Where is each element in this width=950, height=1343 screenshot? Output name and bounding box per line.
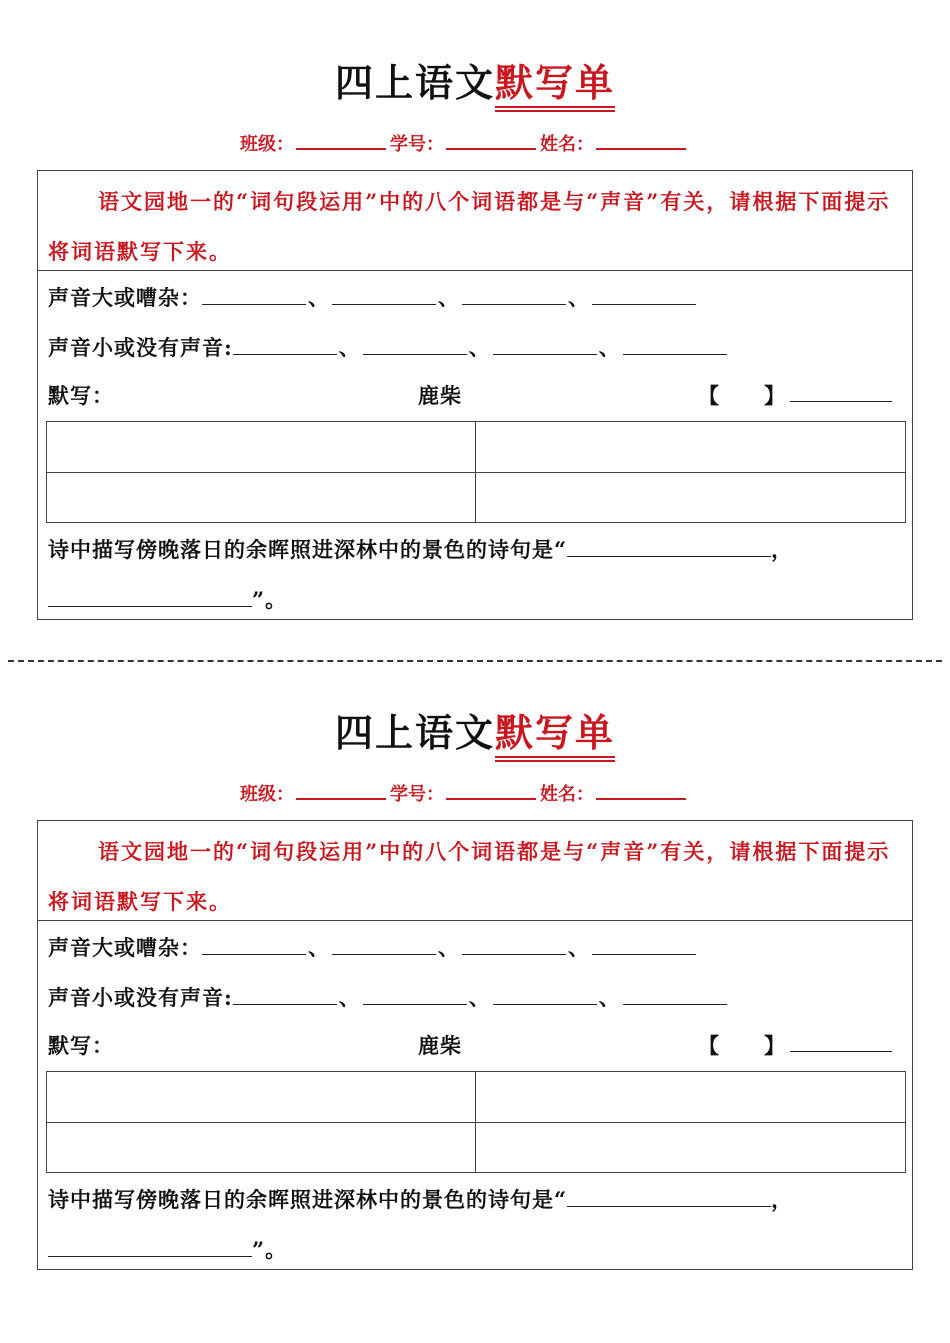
question-line-2 [48,585,287,615]
loud-label: 声音大或嘈杂： [48,935,202,960]
answer-blank[interactable] [332,934,436,955]
answer-blank[interactable] [363,334,467,355]
loud-words-row [48,283,696,313]
author-blank[interactable] [790,381,892,402]
dictation-grid[interactable] [46,1071,906,1173]
answer-blank[interactable] [493,984,597,1005]
title-black-part: 四上语文 [334,60,495,105]
answer-blank[interactable] [202,284,306,305]
quiet-words-row [48,333,727,363]
worksheet-title [0,58,950,108]
answer-blank[interactable] [623,984,727,1005]
class-blank[interactable] [296,134,386,150]
title-black-part: 四上语文 [334,710,495,755]
loud-words-row [48,933,696,963]
title-red-part: 默写单 [495,58,615,108]
grid-divider [47,1122,905,1123]
loud-label: 声音大或嘈杂： [48,285,202,310]
dictation-label: 默写： [48,1033,114,1058]
dictation-row [48,381,894,411]
answer-blank[interactable] [202,934,306,955]
separator: 、 [598,335,621,360]
separator: 、 [468,335,491,360]
author-blank[interactable] [790,1031,892,1052]
question-text: 诗中描写傍晚落日的余晖照进深林中的景色的诗句是“ [48,537,568,562]
number-label: 学号： [390,134,444,155]
question-box [37,820,913,1270]
class-label: 班级： [240,784,294,805]
answer-blank[interactable] [567,536,771,557]
worksheet-top [0,0,950,640]
title-red-part: 默写单 [495,708,615,758]
name-blank[interactable] [596,134,686,150]
separator: 、 [568,935,590,960]
separator: 、 [598,985,621,1010]
dynasty-bracket: 【 】 [698,1033,786,1058]
question-text: 诗中描写傍晚落日的余晖照进深林中的景色的诗句是“ [48,1187,568,1212]
answer-blank[interactable] [233,334,337,355]
answer-blank[interactable] [332,284,436,305]
question-comma: ， [771,537,794,562]
answer-blank[interactable] [623,334,727,355]
dictation-row [48,1031,894,1061]
answer-blank[interactable] [48,1236,252,1257]
answer-blank[interactable] [462,934,566,955]
student-info-line [240,782,690,808]
quiet-label: 声音小或没有声音: [48,335,233,360]
separator: 、 [338,335,361,360]
separator: 、 [438,285,460,310]
quiet-label: 声音小或没有声音: [48,985,233,1010]
answer-blank[interactable] [48,586,252,607]
answer-blank[interactable] [363,984,467,1005]
answer-blank[interactable] [592,934,696,955]
name-label: 姓名： [540,784,594,805]
separator: 、 [308,935,330,960]
poem-title: 鹿柴 [418,383,462,408]
quiet-words-row [48,983,727,1013]
dynasty-bracket: 【 】 [698,383,786,408]
question-comma: ， [771,1187,794,1212]
student-info-line [240,132,690,158]
instruction-text: 语文园地一的“词句段运用”中的八个词语都是与“声音”有关，请根据下面提示将词语默写下来。 [38,171,912,271]
question-box [37,170,913,620]
worksheet-title [0,708,950,758]
separator: 、 [338,985,361,1010]
answer-blank[interactable] [462,284,566,305]
grid-divider [47,472,905,473]
number-label: 学号： [390,784,444,805]
class-label: 班级： [240,134,294,155]
separator: 、 [438,935,460,960]
instruction-text: 语文园地一的“词句段运用”中的八个词语都是与“声音”有关，请根据下面提示将词语默写下来。 [38,821,912,921]
class-blank[interactable] [296,784,386,800]
name-label: 姓名： [540,134,594,155]
name-blank[interactable] [596,784,686,800]
separator: 、 [308,285,330,310]
answer-blank[interactable] [592,284,696,305]
question-line-1 [48,1185,793,1215]
number-blank[interactable] [446,784,536,800]
separator: 、 [568,285,590,310]
question-line-2 [48,1235,287,1265]
question-line-1 [48,535,793,565]
question-end: ”。 [252,587,288,612]
dictation-label: 默写： [48,383,114,408]
separator: 、 [468,985,491,1010]
answer-blank[interactable] [567,1186,771,1207]
answer-blank[interactable] [493,334,597,355]
dictation-grid[interactable] [46,421,906,523]
poem-title: 鹿柴 [418,1033,462,1058]
worksheet-bottom [0,650,950,1290]
number-blank[interactable] [446,134,536,150]
answer-blank[interactable] [233,984,337,1005]
question-end: ”。 [252,1237,288,1262]
